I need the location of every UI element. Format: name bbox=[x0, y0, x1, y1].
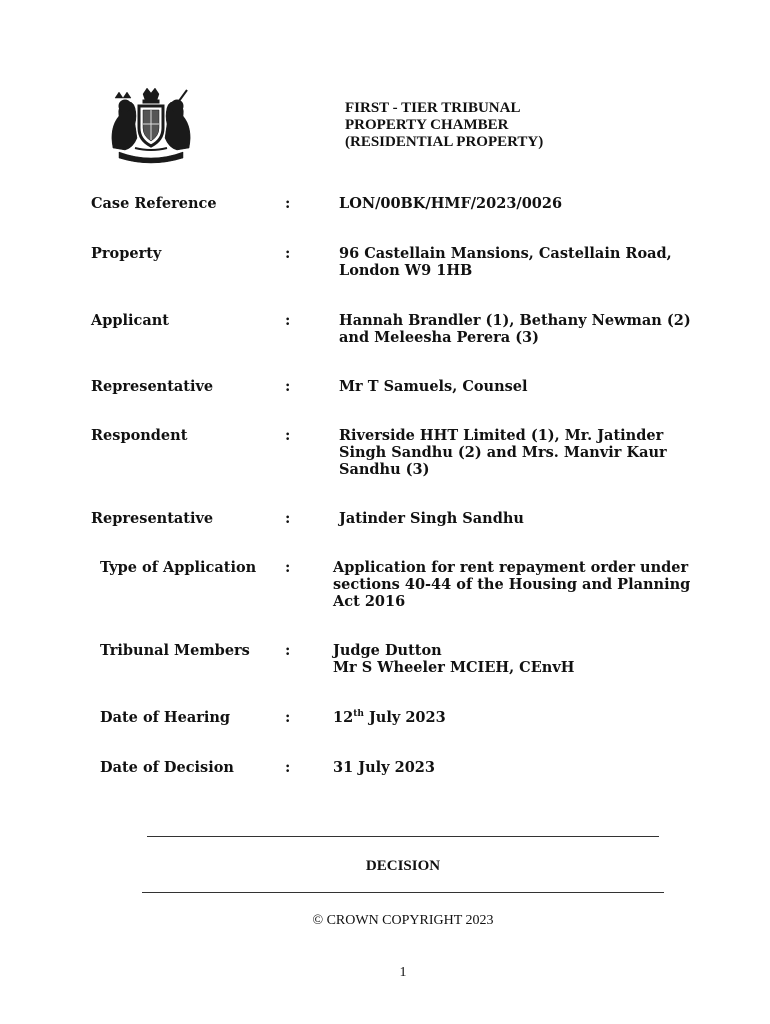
separator: : bbox=[285, 642, 291, 659]
date-of-decision-label: Date of Decision bbox=[100, 759, 234, 776]
royal-coat-of-arms-logo bbox=[105, 88, 197, 164]
tribunal-members-value bbox=[333, 642, 706, 676]
value-line: 96 Castellain Mansions, Castellain Road, bbox=[339, 245, 672, 262]
respondent-representative-value: Jatinder Singh Sandhu bbox=[339, 510, 524, 527]
hearing-day-suffix: th bbox=[353, 709, 364, 720]
value-line: Riverside HHT Limited (1), Mr. Jatinder bbox=[339, 427, 664, 444]
divider-bottom bbox=[142, 892, 664, 893]
value-line: Application for rent repayment order under bbox=[333, 559, 689, 576]
separator: : bbox=[285, 427, 291, 444]
applicant-representative-value: Mr T Samuels, Counsel bbox=[339, 378, 528, 395]
value-line: London W9 1HB bbox=[339, 262, 473, 279]
separator: : bbox=[285, 378, 291, 395]
case-reference-label: Case Reference bbox=[91, 195, 217, 212]
separator: : bbox=[285, 195, 291, 212]
respondent-label: Respondent bbox=[91, 427, 188, 444]
value-line: Hannah Brandler (1), Bethany Newman (2) bbox=[339, 312, 691, 329]
tribunal-line: PROPERTY CHAMBER bbox=[345, 117, 509, 133]
separator: : bbox=[285, 709, 291, 726]
separator: : bbox=[285, 312, 291, 329]
applicant-label: Applicant bbox=[91, 312, 170, 329]
date-of-hearing-value bbox=[333, 709, 706, 726]
type-of-application-value bbox=[333, 559, 706, 610]
separator: : bbox=[285, 245, 291, 262]
date-of-decision-value: 31 July 2023 bbox=[333, 759, 435, 776]
value-line: sections 40-44 of the Housing and Planning bbox=[333, 576, 691, 593]
tribunal-line: FIRST - TIER TRIBUNAL bbox=[345, 100, 521, 116]
page-number: 1 bbox=[399, 965, 407, 980]
separator: : bbox=[285, 510, 291, 527]
value-line: and Meleesha Perera (3) bbox=[339, 329, 540, 346]
value-line: Singh Sandhu (2) and Mrs. Manvir Kaur bbox=[339, 444, 667, 461]
tribunal-members-label: Tribunal Members bbox=[100, 642, 250, 659]
property-label: Property bbox=[91, 245, 162, 262]
respondent-value bbox=[339, 427, 706, 478]
type-of-application-label: Type of Application bbox=[100, 559, 257, 576]
copyright-notice: © CROWN COPYRIGHT 2023 bbox=[312, 913, 494, 928]
date-of-hearing-label: Date of Hearing bbox=[100, 709, 231, 726]
decision-heading: DECISION bbox=[365, 858, 441, 874]
separator: : bbox=[285, 759, 291, 776]
value-line: Mr S Wheeler MCIEH, CEnvH bbox=[333, 659, 575, 676]
property-value bbox=[339, 245, 706, 279]
representative-label: Representative bbox=[91, 510, 214, 527]
separator: : bbox=[285, 559, 291, 576]
applicant-value bbox=[339, 312, 706, 346]
value-line: Judge Dutton bbox=[333, 642, 442, 659]
tribunal-name bbox=[345, 100, 543, 151]
value-line: Sandhu (3) bbox=[339, 461, 430, 478]
hearing-day: 12 bbox=[333, 709, 354, 726]
case-reference-value: LON/00BK/HMF/2023/0026 bbox=[339, 195, 563, 212]
representative-label: Representative bbox=[91, 378, 214, 395]
divider-top bbox=[147, 836, 659, 837]
value-line: Act 2016 bbox=[333, 593, 406, 610]
hearing-month-year: July 2023 bbox=[363, 709, 446, 726]
tribunal-line: (RESIDENTIAL PROPERTY) bbox=[345, 134, 544, 150]
